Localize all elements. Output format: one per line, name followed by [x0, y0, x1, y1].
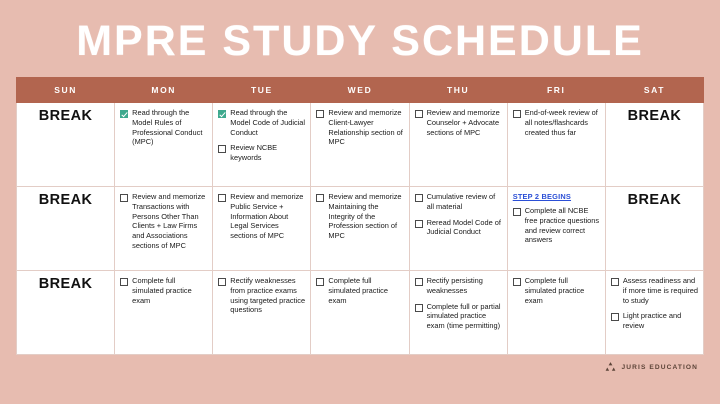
task-label: End-of-week review of all notes/flashcards created thus far [524, 108, 598, 137]
column-header-tue: TUE [213, 78, 311, 103]
checkbox-icon[interactable] [316, 194, 324, 202]
day-cell [115, 271, 213, 355]
task-label: Review and memorize Public Service + Information About Legal Services sections of MPC [230, 192, 304, 241]
table-header [17, 78, 704, 103]
checkbox-icon[interactable] [611, 278, 619, 286]
day-cell [605, 187, 703, 271]
day-cell [115, 187, 213, 271]
checkbox-icon[interactable] [415, 194, 423, 202]
checkbox-icon[interactable] [218, 194, 226, 202]
task-label: Review NCBE keywords [230, 143, 278, 163]
week-row [17, 271, 704, 355]
checked-checkbox-icon[interactable] [218, 110, 226, 118]
break-label: BREAK [38, 192, 93, 208]
checkbox-icon[interactable] [415, 278, 423, 286]
day-cell [409, 103, 507, 187]
task-item[interactable] [316, 276, 403, 305]
day-cell [17, 103, 115, 187]
step-note[interactable]: STEP 2 BEGINS [512, 192, 572, 201]
checkbox-icon[interactable] [513, 278, 521, 286]
schedule-table [16, 77, 704, 355]
task-label: Assess readiness and if more time is required to study [622, 276, 699, 305]
column-header-wed: WED [311, 78, 409, 103]
task-item[interactable] [415, 108, 502, 137]
column-header-sun: SUN [17, 78, 115, 103]
week-row [17, 103, 704, 187]
task-item[interactable] [120, 192, 207, 251]
task-item[interactable] [316, 108, 403, 147]
checkbox-icon[interactable] [513, 110, 521, 118]
footer-brand: JURIS EDUCATION [621, 364, 698, 371]
task-label: Reread Model Code of Judicial Conduct [426, 217, 501, 237]
break-label: BREAK [627, 192, 682, 208]
task-item[interactable] [611, 311, 698, 331]
column-header-fri: FRI [507, 78, 605, 103]
checkbox-icon[interactable] [218, 278, 226, 286]
task-label: Review and memorize Counselor + Advocate sections of MPC [426, 108, 500, 137]
task-item[interactable] [415, 302, 502, 331]
task-label: Complete full simulated practice exam [132, 276, 192, 305]
week-row [17, 187, 704, 271]
task-item[interactable] [218, 276, 305, 315]
page-title: MPRE STUDY SCHEDULE [76, 17, 644, 65]
column-header-sat: SAT [605, 78, 703, 103]
day-cell [17, 187, 115, 271]
day-cell [213, 187, 311, 271]
task-item[interactable] [415, 276, 502, 296]
checked-checkbox-icon[interactable] [120, 110, 128, 118]
day-cell [507, 271, 605, 355]
task-item[interactable] [218, 192, 305, 241]
checkbox-icon[interactable] [316, 278, 324, 286]
task-label: Complete full simulated practice exam [524, 276, 585, 305]
task-item[interactable] [120, 276, 207, 305]
task-label: Read through the Model Code of Judicial Conduct [230, 108, 306, 137]
task-item[interactable] [415, 192, 502, 212]
header-row [17, 78, 704, 103]
day-cell [605, 271, 703, 355]
break-label: BREAK [38, 276, 93, 292]
day-cell [115, 103, 213, 187]
task-label: Rectify weaknesses from practice exams using targeted practice questions [230, 276, 306, 315]
checkbox-icon[interactable] [611, 313, 619, 321]
day-cell [507, 103, 605, 187]
task-label: Cumulative review of all material [426, 192, 496, 211]
day-cell [409, 271, 507, 355]
recycle-arrows-icon [604, 361, 617, 374]
checkbox-icon[interactable] [316, 110, 324, 118]
day-cell [311, 103, 409, 187]
task-item[interactable] [218, 108, 305, 137]
task-label: Complete full simulated practice exam [328, 276, 388, 305]
column-header-mon: MON [115, 78, 213, 103]
task-label: Review and memorize Client-Lawyer Relationship section of MPC [328, 108, 403, 147]
task-item[interactable] [513, 206, 600, 245]
task-label: Review and memorize Transactions with Persons Other Than Clients + Law Firms and Associations sections of MPC [132, 192, 206, 250]
task-label: Complete all NCBE free practice questions and review correct answers [524, 206, 600, 245]
day-cell [311, 271, 409, 355]
checkbox-icon[interactable] [415, 110, 423, 118]
task-label: Rectify persisting weaknesses [426, 276, 483, 295]
task-item[interactable] [218, 143, 305, 163]
task-item[interactable] [513, 108, 600, 137]
task-item[interactable] [513, 276, 600, 305]
checkbox-icon[interactable] [120, 278, 128, 286]
column-header-thu: THU [409, 78, 507, 103]
day-cell [311, 187, 409, 271]
checkbox-icon[interactable] [415, 220, 423, 228]
day-cell [213, 103, 311, 187]
task-item[interactable] [120, 108, 207, 147]
task-item[interactable] [611, 276, 698, 305]
day-cell [507, 187, 605, 271]
day-cell [213, 271, 311, 355]
checkbox-icon[interactable] [120, 194, 128, 202]
task-label: Read through the Model Rules of Professional Conduct (MPC) [132, 108, 203, 147]
task-label: Light practice and review [622, 311, 682, 331]
footer [16, 361, 704, 374]
day-cell [605, 103, 703, 187]
break-label: BREAK [627, 108, 682, 124]
task-label: Review and memorize Maintaining the Integrity of the Profession section of MPC [328, 192, 402, 241]
break-label: BREAK [38, 108, 93, 124]
checkbox-icon[interactable] [513, 208, 521, 216]
task-item[interactable] [415, 218, 502, 238]
task-item[interactable] [316, 192, 403, 241]
checkbox-icon[interactable] [218, 145, 226, 153]
task-label: Complete full or partial simulated practice exam (time permitting) [426, 301, 501, 331]
day-cell [409, 187, 507, 271]
day-cell [17, 271, 115, 355]
checkbox-icon[interactable] [415, 304, 423, 312]
table-body [17, 103, 704, 355]
